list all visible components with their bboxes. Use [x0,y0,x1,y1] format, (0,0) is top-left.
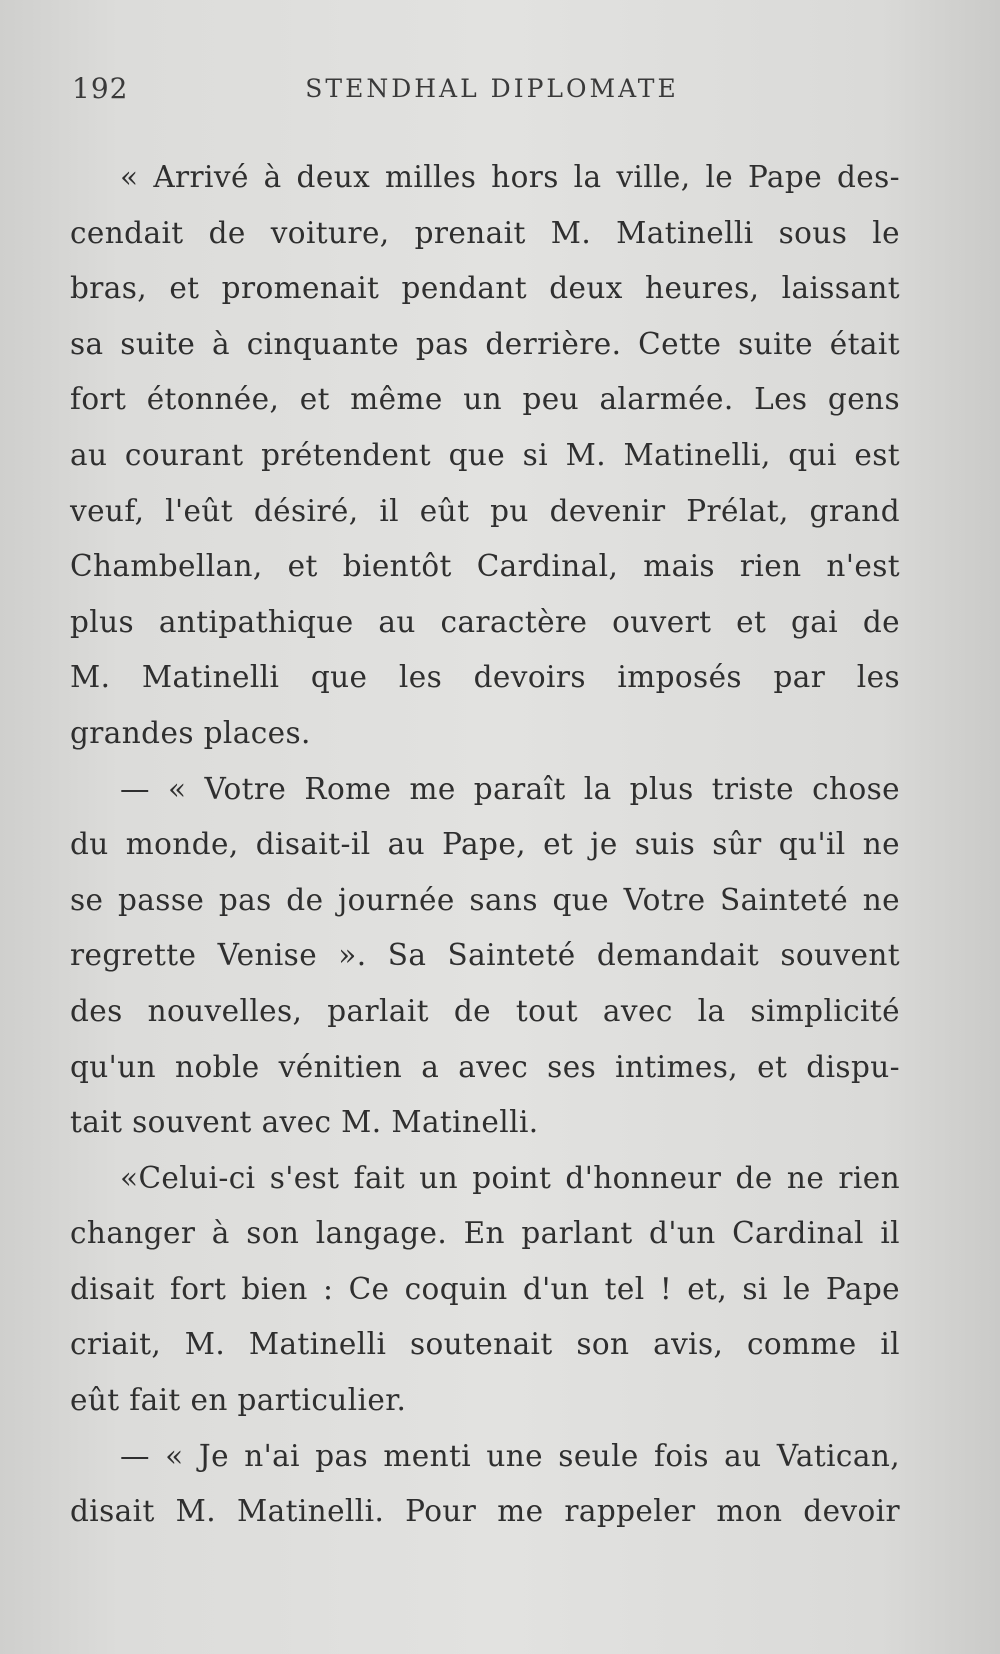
text-line: disait fort bien : Ce coquin d'un tel ! et, si le Pape [70,1271,900,1306]
text-line: changer à son langage. En parlant d'un Cardinal il [70,1216,900,1251]
text-line: bras, et promenait pendant deux heures, laissant [70,271,900,306]
paragraph-3 [70,1151,900,1429]
text-line: du monde, disait-il au Pape, et je suis sûr qu'il ne [70,827,900,862]
text-line: veuf, l'eût désiré, il eût pu devenir Prélat, grand [70,493,900,528]
text-line: sa suite à cinquante pas derrière. Cette suite était [70,326,900,361]
text-line: Chambellan, et bientôt Cardinal, mais rien n'est [70,549,900,584]
running-head [72,72,912,112]
running-title: STENDHAL DIPLOMATE [305,74,679,103]
text-line: des nouvelles, parlait de tout avec la simplicité [70,993,900,1028]
text-line: — « Votre Rome me paraît la plus triste chose [120,771,900,806]
text-body [70,150,900,1540]
text-line: eût fait en particulier. [70,1383,407,1418]
text-line: grandes places. [70,715,311,750]
text-line: tait souvent avec M. Matinelli. [70,1105,539,1140]
page-number: 192 [72,72,129,105]
paragraph-4 [70,1429,900,1540]
text-line: « Arrivé à deux milles hors la ville, le Pape des- [120,160,900,194]
text-line: regrette Venise ». Sa Sainteté demandait souvent [70,938,900,973]
text-line: — « Je n'ai pas menti une seule fois au Vatican, [120,1438,900,1473]
text-line: fort étonnée, et même un peu alarmée. Les gens [70,382,900,417]
text-line: plus antipathique au caractère ouvert et gai de [70,604,900,639]
text-line: cendait de voiture, prenait M. Matinelli sous le [70,215,900,250]
text-line: disait M. Matinelli. Pour me rappeler mon devoir [70,1494,900,1529]
paragraph-2 [70,762,900,1151]
text-line: «Celui-ci s'est fait un point d'honneur de ne rien [120,1160,900,1195]
text-line: criait, M. Matinelli soutenait son avis, comme il [70,1327,900,1362]
text-line: se passe pas de journée sans que Votre Sainteté ne [70,882,900,917]
text-line: M. Matinelli que les devoirs imposés par les [70,660,900,695]
text-line: qu'un noble vénitien a avec ses intimes, et dispu- [70,1049,900,1084]
text-line: au courant prétendent que si M. Matinelli, qui est [70,437,900,472]
paragraph-1 [70,150,900,762]
